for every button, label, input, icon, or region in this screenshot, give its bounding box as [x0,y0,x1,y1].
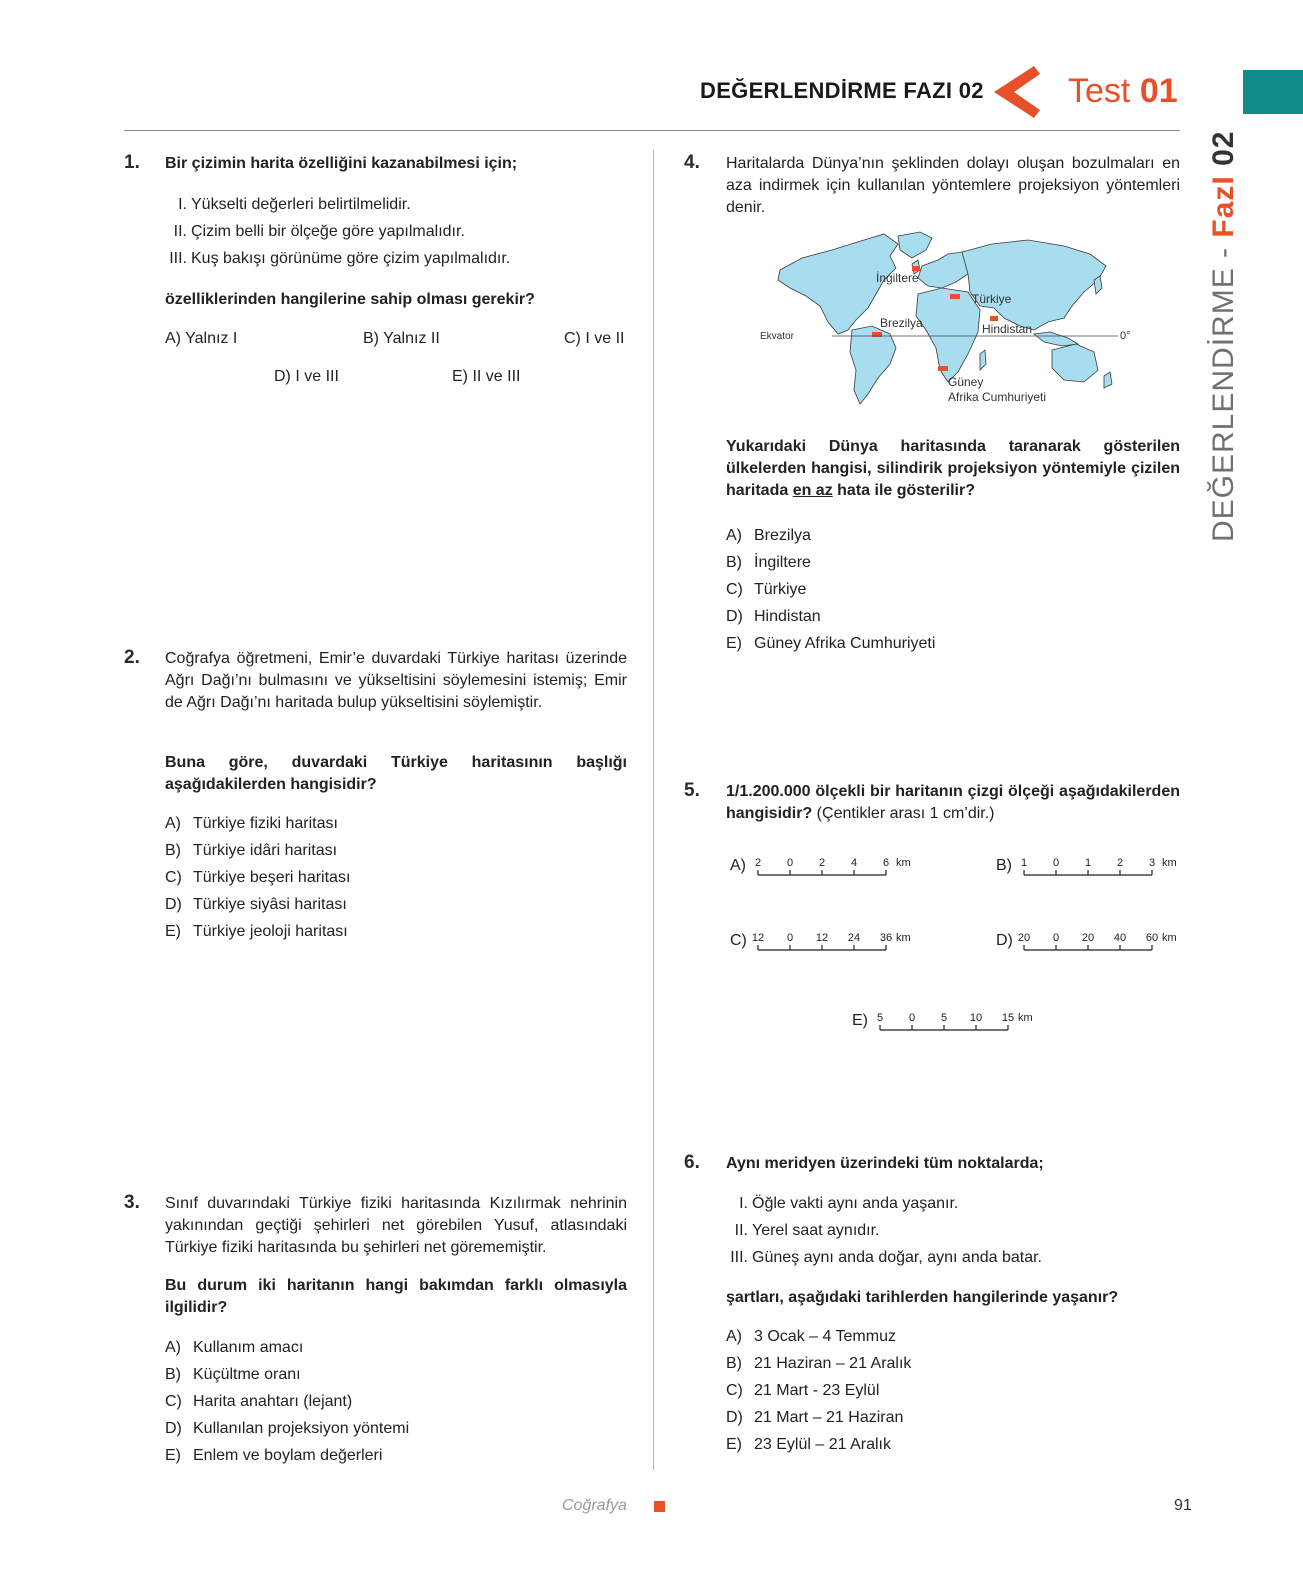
map-label-turkiye: Türkiye [972,292,1012,306]
page-number: 91 [1174,1497,1192,1514]
q5-scale-bar [1008,930,1198,960]
q5-scale-tick-label: 3 [1148,857,1156,869]
q5-scale-a[interactable] [730,855,920,885]
q1-items [165,191,625,272]
q6-option-d[interactable]: D) 21 Mart – 21 Haziran [726,1409,904,1426]
q1-item-3: III. Kuş bakışı görünüme göre çizim yapılmalıdır. [169,250,511,267]
q4-number: 4. [684,152,700,173]
q5-scale-bar [742,855,932,885]
map-highlight-guney-afrika [938,366,948,371]
test-label [1068,72,1178,111]
q6-option-e[interactable]: E) 23 Eylül – 21 Aralık [726,1436,891,1453]
q6-item-2: II. Yerel saat aynıdır. [734,1222,880,1239]
q6-item-1: I. Öğle vakti aynı anda yaşanır. [739,1195,959,1212]
q5-scale-unit: km [1162,932,1177,944]
map-label-hindistan: Hindistan [982,322,1033,336]
q3-option-e[interactable]: E) Enlem ve boylam değerleri [165,1447,383,1464]
q4-options [726,522,1146,657]
q5-scale-tick-label: 2 [1116,857,1124,869]
q5-scale-tick-label: 0 [908,1012,916,1024]
map-greenland [898,232,932,258]
q1-item-1: I. Yükselti değerleri belirtilmelidir. [178,196,411,213]
map-indonesia [1034,332,1078,346]
map-highlight-hindistan [990,316,998,321]
q1-option-d[interactable]: D) I ve III [274,368,339,385]
q5-scale-tick-label: 5 [876,1012,884,1024]
q6-options [726,1323,1146,1458]
column-divider [653,150,654,1470]
q3-options [165,1334,585,1469]
map-madagascar [980,350,986,370]
q5-scale-letter: D) [996,932,1013,949]
q6-items [726,1190,1180,1271]
q3-option-c[interactable]: C) Harita anahtarı (lejant) [165,1393,353,1410]
q5-scale-tick-label: 24 [847,932,861,944]
q1-option-e[interactable]: E) II ve III [452,368,521,385]
header-divider [124,130,1180,131]
q5-scale-tick-label: 12 [815,932,829,944]
side-label-text: DEĞERLENDİRME - [1207,237,1240,542]
map-label-equator: Ekvator [760,331,794,342]
q5-scale-tick-label: 10 [969,1012,983,1024]
q4-option-e[interactable]: E) Güney Afrika Cumhuriyeti [726,635,936,652]
q4-option-b[interactable]: B) İngiltere [726,554,811,571]
q5-scale-tick-label: 2 [754,857,762,869]
q5-scale-d[interactable] [996,930,1186,960]
q3-option-b[interactable]: B) Küçültme oranı [165,1366,301,1383]
q5-stem: 1/1.200.000 ölçekli bir haritanın çizgi ölçeği aşağıdakilerden hangisidir? (Çentikler arası 1 cm’dir.) [726,783,1180,822]
q4-option-a[interactable]: A) Brezilya [726,527,811,544]
q5-scale-tick-label: 5 [940,1012,948,1024]
q5-scale-tick-label: 60 [1145,932,1159,944]
q5-scale-bar [742,930,932,960]
q5-scale-bar [1008,855,1198,885]
q5-scale-tick-label: 1 [1020,857,1028,869]
q5-scale-letter: A) [730,857,746,874]
side-label-number: 02 [1207,130,1240,166]
map-europe [918,252,970,288]
q5-scale-tick-label: 0 [1052,932,1060,944]
q2-option-b[interactable]: B) Türkiye idâri haritası [165,842,338,859]
q5-scale-tick-label: 2 [818,857,826,869]
q5-scale-tick-label: 0 [786,857,794,869]
q5-scale-tick-label: 15 [1001,1012,1015,1024]
map-label-ingiltere: İngiltere [876,271,919,285]
q4-option-d[interactable]: D) Hindistan [726,608,821,625]
q5-scale-tick-label: 20 [1017,932,1031,944]
section-tab [1243,70,1303,114]
map-label-afrika: Afrika Cumhuriyeti [948,390,1047,404]
test-word: Test [1068,72,1131,110]
q1-option-c[interactable]: C) I ve II [564,330,625,347]
map-label-guney: Güney [948,375,984,389]
q4-option-c[interactable]: C) Türkiye [726,581,807,598]
q5-scale-tick-label: 36 [879,932,893,944]
q6-question: şartları, aşağıdaki tarihlerden hangilerinde yaşanır? [726,1289,1119,1306]
q1-stem: Bir çizimin harita özelliğini kazanabilmesi için; [165,155,518,172]
q6-stem: Aynı meridyen üzerindeki tüm noktalarda; [726,1155,1044,1172]
q4-underlined-text: en az [792,482,833,499]
q3-stem: Sınıf duvarındaki Türkiye fiziki haritasında Kızılırmak nehrinin yakınından geçtiği şehirleri net görebilen Yusuf, atlasındaki Türkiye fiziki haritasında bu şehirleri net görememiştir. [165,1195,627,1256]
map-label-brezilya: Brezilya [880,316,923,330]
q2-option-d[interactable]: D) Türkiye siyâsi haritası [165,896,347,913]
q5-scale-unit: km [1018,1012,1033,1024]
page-header-title: DEĞERLENDİRME FAZI 02 [700,78,984,103]
side-section-label [1206,130,1242,542]
q1-number: 1. [124,152,140,173]
test-number: 01 [1139,72,1178,110]
q1-question: özelliklerinden hangilerine sahip olması gerekir? [165,291,535,308]
q3-question: Bu durum iki haritanın hangi bakımdan farklı olmasıyla ilgilidir? [165,1277,627,1316]
q1-item-2: II. Çizim belli bir ölçeğe göre yapılmalıdır. [173,223,465,240]
q5-scale-tick-label: 1 [1084,857,1092,869]
map-highlight-turkiye [950,294,960,299]
q2-options [165,810,585,945]
q2-option-e[interactable]: E) Türkiye jeoloji haritası [165,923,348,940]
q2-number: 2. [124,647,140,668]
q3-option-d[interactable]: D) Kullanılan projeksiyon yöntemi [165,1420,410,1437]
q5-scale-bar [864,1010,1054,1040]
q3-number: 3. [124,1192,140,1213]
q6-option-b[interactable]: B) 21 Haziran – 21 Aralık [726,1355,912,1372]
q4-stem: Haritalarda Dünya’nın şeklinden dolayı oluşan bozulmaları en aza indirmek için kullanılan yöntemlere projeksiyon yöntemleri denir. [726,155,1180,216]
footer-square-icon [654,1501,665,1512]
q5-scale-e[interactable] [852,1010,1042,1040]
q5-scale-tick-label: 12 [751,932,765,944]
q2-stem: Coğrafya öğretmeni, Emir’e duvardaki Türkiye haritası üzerinde Ağrı Dağı’nı bulmasını ve yükseltisini söylemesini istemiş; Emir de Ağrı Dağı’nı haritada bulup yükseltisini söylemiştir. [165,650,627,711]
q5-scale-tick-label: 0 [1052,857,1060,869]
q5-scale-unit: km [896,857,911,869]
map-label-zero: 0° [1120,330,1131,342]
side-label-fazi: FazI [1207,175,1240,238]
q5-scale-tick-label: 20 [1081,932,1095,944]
q5-scale-tick-label: 0 [786,932,794,944]
map-new-zealand [1104,372,1112,388]
q5-scale-letter: E) [852,1012,868,1029]
q6-item-3: III. Güneş aynı anda doğar, aynı anda batar. [730,1249,1042,1266]
q6-number: 6. [684,1152,700,1173]
world-map [760,230,1142,422]
map-asia [962,240,1106,330]
q4-question: Yukarıdaki Dünya haritasında taranarak gösterilen ülkelerden hangisi, silindirik projeksiyon yöntemiyle çizilen haritada en az hata ile gösterilir? [726,438,1180,499]
q5-scale-unit: km [896,932,911,944]
q5-number: 5. [684,780,700,801]
q6-option-a[interactable]: A) 3 Ocak – 4 Temmuz [726,1328,896,1345]
q2-option-a[interactable]: A) Türkiye fiziki haritası [165,815,338,832]
q2-option-c[interactable]: C) Türkiye beşeri haritası [165,869,351,886]
q5-scale-tick-label: 4 [850,857,858,869]
map-australia [1052,344,1098,382]
q1-option-b[interactable]: B) Yalnız II [363,330,440,347]
map-south-america [850,326,896,404]
q5-scale-b[interactable] [996,855,1186,885]
q6-option-c[interactable]: C) 21 Mart - 23 Eylül [726,1382,880,1399]
q2-question: Buna göre, duvardaki Türkiye haritasının başlığı aşağıdakilerden hangisidir? [165,754,627,793]
q5-scale-tick-label: 6 [882,857,890,869]
q5-scale-unit: km [1162,857,1177,869]
q5-scale-tick-label: 40 [1113,932,1127,944]
q5-scale-letter: C) [730,932,747,949]
q1-option-a[interactable]: A) Yalnız I [165,330,238,347]
footer-subject: Coğrafya [562,1497,627,1514]
chevron-left-icon [994,66,1040,118]
q5-scale-letter: B) [996,857,1012,874]
q5-scale-c[interactable] [730,930,920,960]
q3-option-a[interactable]: A) Kullanım amacı [165,1339,304,1356]
